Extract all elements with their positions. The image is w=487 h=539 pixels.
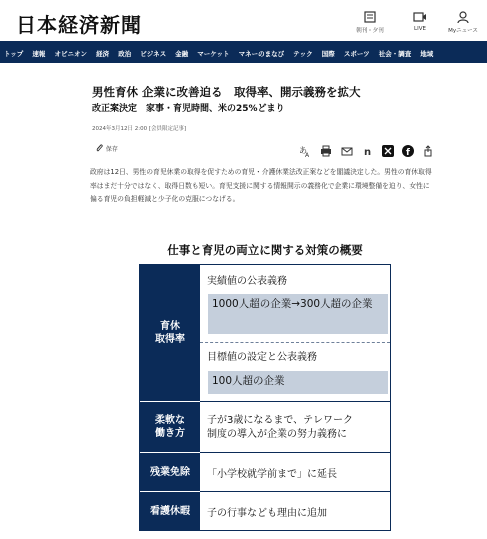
policy-infographic — [139, 264, 391, 531]
row-label-nursing-leave: 看護休暇 — [140, 492, 200, 530]
nav-item[interactable]: 金融 — [175, 50, 189, 58]
save-label: 保存 — [105, 146, 118, 153]
live-button[interactable] — [400, 9, 440, 32]
nav-item[interactable]: テック — [293, 50, 313, 58]
svg-text:f: f — [406, 148, 410, 157]
print-icon[interactable] — [320, 142, 332, 154]
infographic-title: 仕事と育児の両立に関する対策の概要 — [167, 243, 363, 257]
share-icon[interactable] — [422, 142, 434, 154]
row-label-flexible-work: 柔軟な 働き方 — [140, 402, 200, 452]
nav-item[interactable]: トップ — [4, 50, 24, 58]
row-divider — [200, 491, 390, 492]
save-button[interactable] — [95, 143, 118, 153]
overtime-exemption-text: 「小学校就学前まで」に延長 — [207, 469, 337, 480]
main-nav — [0, 41, 487, 63]
nav-item[interactable]: 国際 — [321, 50, 335, 58]
disclosure-scope-box: 1000人超の企業→300人超の企業 — [208, 294, 388, 334]
print-edition-button[interactable] — [350, 9, 390, 34]
mail-icon[interactable] — [341, 142, 353, 154]
live-label: LIVE — [414, 26, 426, 32]
note-icon[interactable] — [362, 142, 374, 157]
nursing-leave-text: 子の行事なども理由に追加 — [207, 508, 327, 519]
svg-text:n: n — [364, 147, 372, 157]
my-news-label: Myニュース — [448, 28, 478, 34]
nav-item[interactable]: オピニオン — [54, 50, 87, 58]
paperclip-icon — [95, 146, 106, 153]
translate-icon[interactable] — [299, 142, 311, 157]
nav-item[interactable]: 政治 — [118, 50, 132, 58]
user-icon — [443, 9, 483, 23]
live-video-icon — [400, 9, 440, 23]
nav-item[interactable]: 経済 — [96, 50, 110, 58]
nav-item[interactable]: 社会・調査 — [378, 50, 412, 58]
facebook-icon[interactable] — [402, 142, 414, 157]
nav-item[interactable]: 速報 — [32, 50, 46, 58]
nav-item[interactable]: ビジネス — [140, 50, 167, 58]
article-body: 政府は12日、男性の育児休業の取得を促すための育児・介護休業法改正案などを閣議決定した。男性の育休取得率はまだ十分ではなく、取得日数も短い。育児支援に関する情報開示の義務化で企業に環境整備を迫り、女性に偏る育児の負担軽減と少子化の克服につなげる。 — [90, 168, 432, 203]
row-label-overtime-exemption: 残業免除 — [140, 453, 200, 491]
article-date: 2024年3月12日 2:00 [会員限定記事] — [92, 126, 187, 132]
svg-text:A: A — [305, 152, 310, 157]
disclosure-heading: 実績値の公表義務 — [207, 276, 287, 287]
article-headline: 男性育休 企業に改善迫る 取得率、開示義務を拡大 — [92, 85, 361, 99]
nav-item[interactable]: 地域 — [420, 50, 434, 58]
nav-item[interactable]: スポーツ — [343, 50, 370, 58]
row-label-leave-rate: 育休 取得率 — [140, 265, 200, 401]
row-divider — [200, 452, 390, 453]
svg-text:あ: あ — [299, 146, 307, 155]
article-subheadline: 改正案決定 家事・育児時間、米の25%どまり — [92, 104, 285, 114]
flexible-work-text: 子が3歳になるまで、テレワーク 制度の導入が企業の努力義務に — [207, 415, 353, 440]
x-icon[interactable] — [382, 142, 394, 154]
target-heading: 目標値の設定と公表義務 — [207, 352, 317, 363]
nav-item[interactable]: マーケット — [197, 50, 230, 58]
dashed-divider — [200, 342, 390, 343]
site-header — [0, 0, 487, 40]
site-logo[interactable]: 日本経済新聞 — [16, 13, 142, 37]
print-edition-label: 朝刊・夕刊 — [356, 28, 384, 34]
target-scope-box: 100人超の企業 — [208, 371, 388, 394]
newspaper-icon — [350, 9, 390, 23]
row-divider — [200, 401, 390, 402]
nav-item[interactable]: マネーのまなび — [238, 50, 285, 58]
my-news-button[interactable] — [443, 9, 483, 34]
